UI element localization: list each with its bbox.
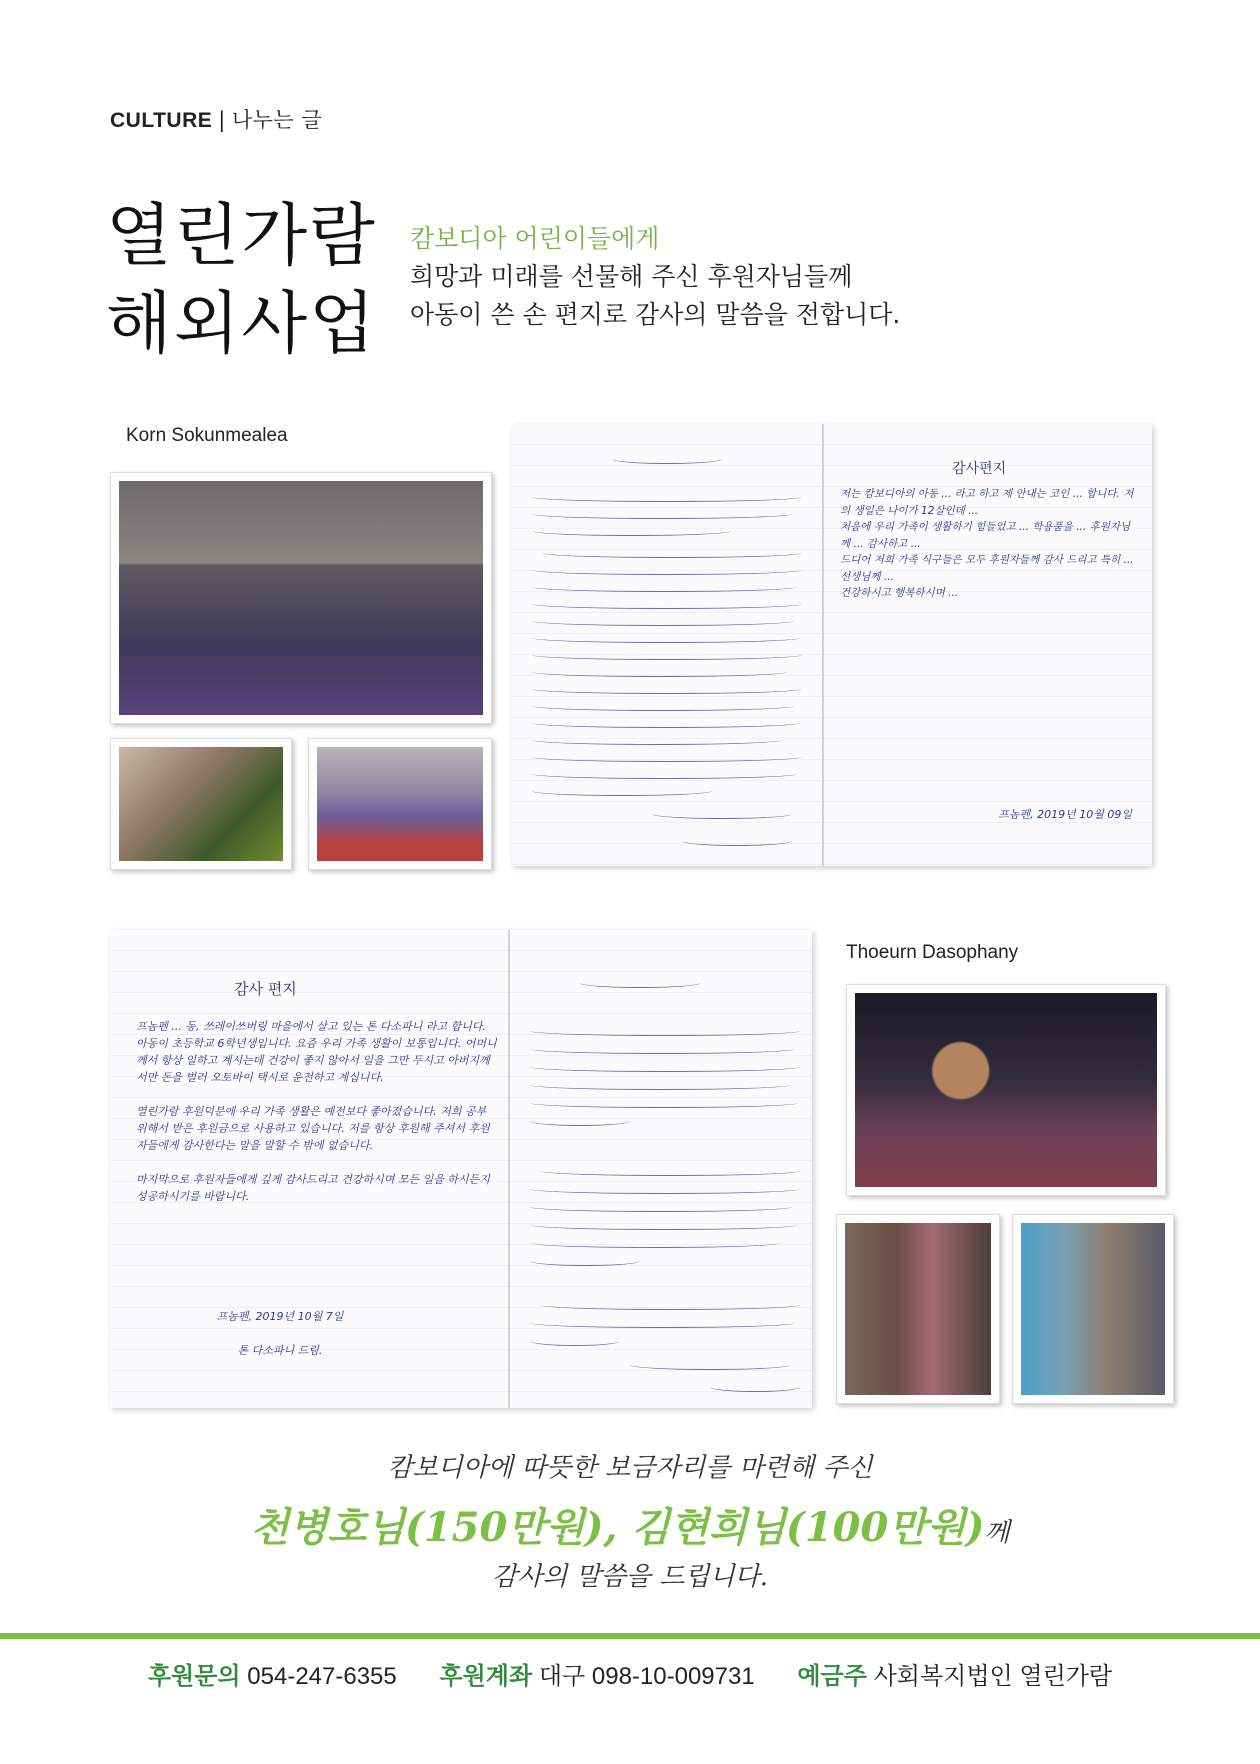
letter2-fold: [508, 930, 510, 1408]
thanks-line-1: 캄보디아에 따뜻한 보금자리를 마련해 주신: [387, 1453, 873, 1483]
thanks-line-2: [0, 1496, 1260, 1553]
section-label: [110, 104, 322, 134]
child2-photo-frames: [836, 1214, 1000, 1404]
child1-letter: [512, 424, 1152, 866]
child1-main-photo-image: [119, 481, 483, 715]
letter2-body: 프놈펜 ... 동, 쓰레이쓰버링 마을에서 살고 있는 톤 다소파니 라고 합니다. 아동이 초등학교 6학년생입니다. 요즘 우리 가족 생활이 보통입니다. 어머니께서 항상 일하고 계시는데 건강이 좋지 않아서 일을 그만 두시고 아버지께서만 돈을 벌러 오토바이 택시로 운전하고 계십니다. 열린가람 후원덕분에 우리 가족 생활은 예전보다 좋아졌습니다. 저희 공부 위해서 받은 후원금으로 사용하고 있습니다. 저를 항상 후원해 주셔서 후원자들에게 감사한다는 말을 말할 수 밖에 없습니다. 마지막으로 후원자들에게 깊게 감사드리고 건강하시며 모든 일을 하시든지 성공하시기를 바랍니다.: [136, 1020, 497, 1203]
child2-letter: [110, 930, 812, 1408]
child1-photo-reading-image: [119, 747, 283, 861]
intro-text: [410, 220, 900, 334]
child2-caption: Thoeurn Dasophany: [846, 942, 1019, 963]
letter2-date: 프놈펜, 2019년 10월 7일: [216, 1310, 344, 1323]
donor-names: 천병호님(150만원), 김현희님(100만원): [250, 1504, 985, 1551]
child1-photo-reading: [110, 738, 292, 870]
child2-main-photo: [846, 984, 1166, 1196]
letter1-heading: 감사편지: [952, 461, 1007, 477]
account-number: 대구 098-10-009731: [538, 1663, 755, 1690]
child1-caption: Korn Sokunmealea: [126, 425, 288, 446]
holder-name: 사회복지법인 열린가람: [873, 1663, 1113, 1690]
letter2-signature: 톤 다소파니 드림.: [237, 1344, 323, 1357]
child2-photo-frames-image: [845, 1223, 991, 1395]
letter1-body: 저는 캄보디아의 아동 ... 라고 하고 제 안내는 코인 ... 합니다. 저의 생일은 나이가 12살인데 ... 처음에 우리 가족이 생활하기 힘들었고 ... 학용품을 ... 후원자님께 ... 감사하고 ... 드디어 저희 가족 식구들은 모두 후원자들께 감사 드리고 특히 ... 선생님께 ... 건강하시고 행복하시며 ...: [840, 488, 1134, 599]
letter1-signature: 프놈펜, 2019년 10월 09일: [998, 808, 1132, 821]
child1-photo-writing-image: [317, 747, 483, 861]
intro-line-2: 희망과 미래를 선물해 주신 후원자님들께: [410, 262, 853, 291]
intro-line-1: 캄보디아 어린이들에게: [410, 224, 660, 253]
page-title: [106, 193, 377, 369]
donor-names-tail: 께: [984, 1518, 1010, 1548]
inquiry-label: 후원문의: [147, 1663, 241, 1690]
thanks-line-3: 감사의 말씀을 드립니다.: [492, 1562, 768, 1592]
child2-photo-writing: [1012, 1214, 1174, 1404]
account-label: 후원계좌: [439, 1663, 533, 1690]
letter2-heading: 감사 편지: [234, 980, 297, 998]
title-line-2: 해외사업: [106, 285, 377, 364]
footer-contact: [0, 1656, 1260, 1691]
footer-inquiry: [148, 1663, 404, 1690]
footer-account: [439, 1663, 761, 1690]
section-label-en: CULTURE: [110, 109, 213, 132]
child2-photo-writing-image: [1021, 1223, 1165, 1395]
footer-holder: [797, 1663, 1112, 1690]
section-label-ko: 나누는 글: [231, 108, 323, 132]
intro-line-3: 아동이 쓴 손 편지로 감사의 말씀을 전합니다.: [410, 300, 901, 329]
letter1-fold: [822, 424, 824, 866]
section-separator: |: [218, 108, 226, 132]
title-line-1: 열린가람: [106, 197, 377, 276]
holder-label: 예금주: [797, 1663, 867, 1690]
footer-divider: [0, 1633, 1260, 1639]
child1-main-photo: [110, 472, 492, 724]
child1-photo-writing: [308, 738, 492, 870]
inquiry-phone: 054-247-6355: [247, 1663, 397, 1690]
child2-main-photo-image: [855, 993, 1157, 1187]
